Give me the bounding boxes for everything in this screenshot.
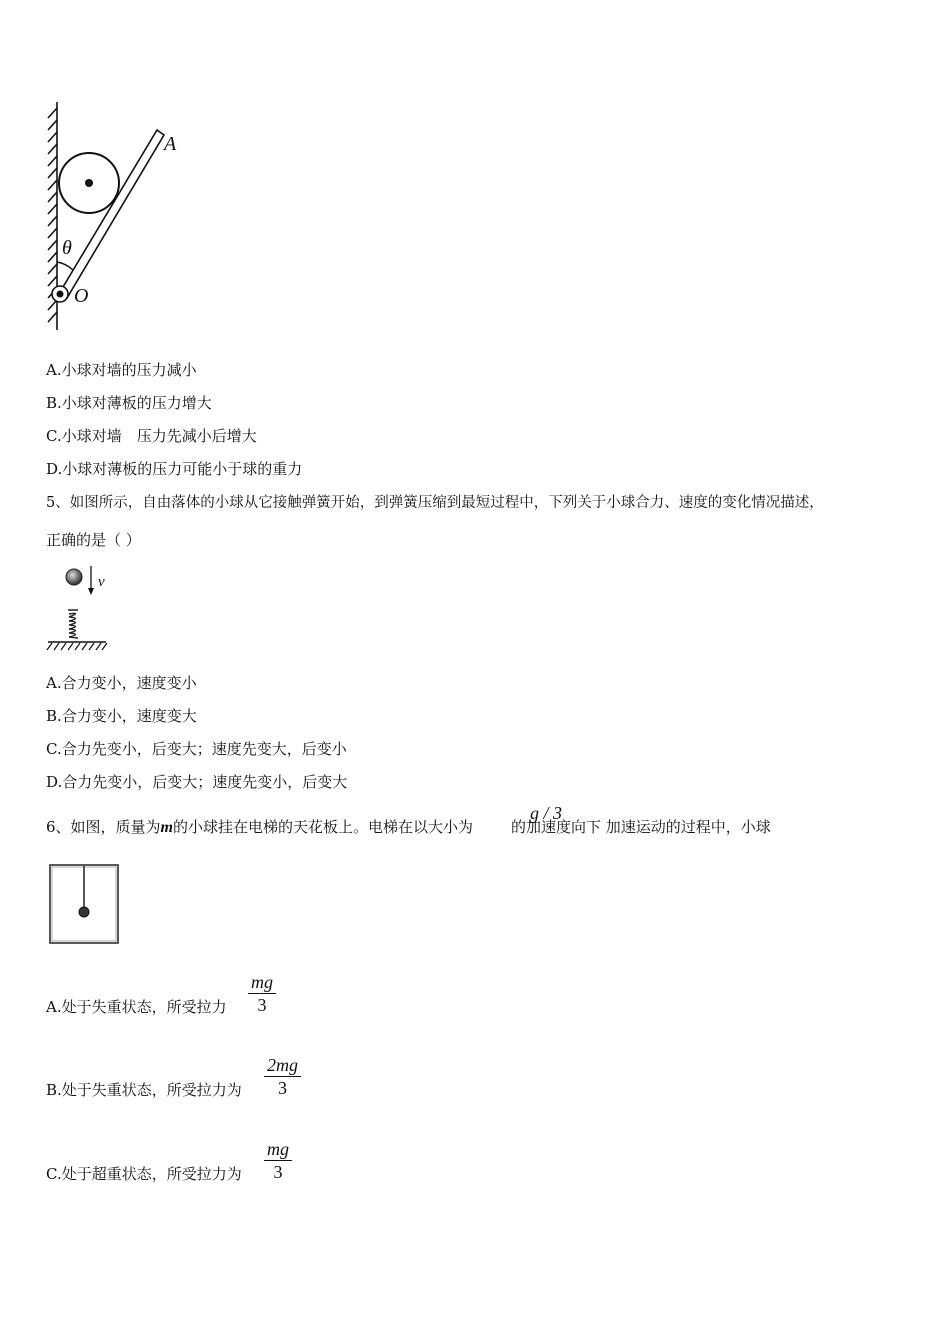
q6-stem-c: 的加速度向下 加速运动的过程中，小球 (511, 818, 771, 836)
q6-option-c: C.处于超重状态，所受拉力为 (46, 1165, 242, 1183)
q5-option-a: A.合力变小，速度变小 (46, 674, 197, 692)
pivot-inner (57, 291, 64, 298)
q4-option-d: D.小球对薄板的压力可能小于球的重力 (46, 460, 303, 478)
q6-stem (46, 817, 771, 838)
q5-stem-line2: 正确的是（ ） (46, 531, 141, 549)
q6-accel-expr: g / 3 (530, 803, 563, 823)
q5-option-d: D.合力先变小，后变大；速度先变小，后变大 (46, 773, 348, 791)
q6-option-b-num: 2mg (264, 1055, 301, 1077)
label-A: A (164, 133, 177, 155)
q6-option-c-den: 3 (273, 1162, 283, 1182)
incline-board-figure (40, 98, 200, 334)
hanging-ball (79, 907, 89, 917)
q6-option-b: B.处于失重状态，所受拉力为 (46, 1081, 242, 1099)
spring-figure (44, 562, 114, 654)
q5-stem-line1: 5、如图所示，自由落体的小球从它接触弹簧开始，到弹簧压缩到最短过程中，下列关于小球合力、速度的变化情况描述， (46, 495, 824, 511)
label-O: O (74, 285, 89, 307)
q6-option-a: A.处于失重状态，所受拉力 (46, 998, 227, 1016)
q6-option-c-num: mg (264, 1139, 292, 1161)
q6-option-b-fraction (264, 1055, 301, 1099)
q4-option-c: C.小球对墙 压力先减小后增大 (46, 427, 257, 445)
spring (68, 610, 78, 638)
q6-stem-a: 6、如图，质量为 (46, 818, 161, 836)
q6-option-b-den: 3 (278, 1078, 287, 1098)
q6-option-a-num: mg (248, 972, 276, 994)
q6-stem-b: 的小球挂在电梯的天花板上。电梯在以大小为 (173, 818, 474, 836)
q5-option-b: B.合力变小，速度变大 (46, 707, 197, 725)
ball-center (85, 179, 93, 187)
q6-option-a-fraction (248, 972, 276, 1016)
q4-option-b: B.小球对薄板的压力增大 (46, 394, 212, 412)
q4-option-a: A.小球对墙的压力减小 (46, 361, 197, 379)
label-theta: θ (62, 237, 72, 259)
angle-arc (57, 262, 73, 270)
q6-option-c-fraction (264, 1139, 292, 1183)
q5-option-c: C.合力先变小，后变大；速度先变大，后变小 (46, 740, 347, 758)
q6-mass-symbol: m (160, 819, 173, 836)
elevator-figure (46, 862, 124, 948)
falling-ball (66, 569, 82, 585)
label-v: v (98, 574, 105, 590)
q6-option-a-den: 3 (257, 995, 267, 1015)
